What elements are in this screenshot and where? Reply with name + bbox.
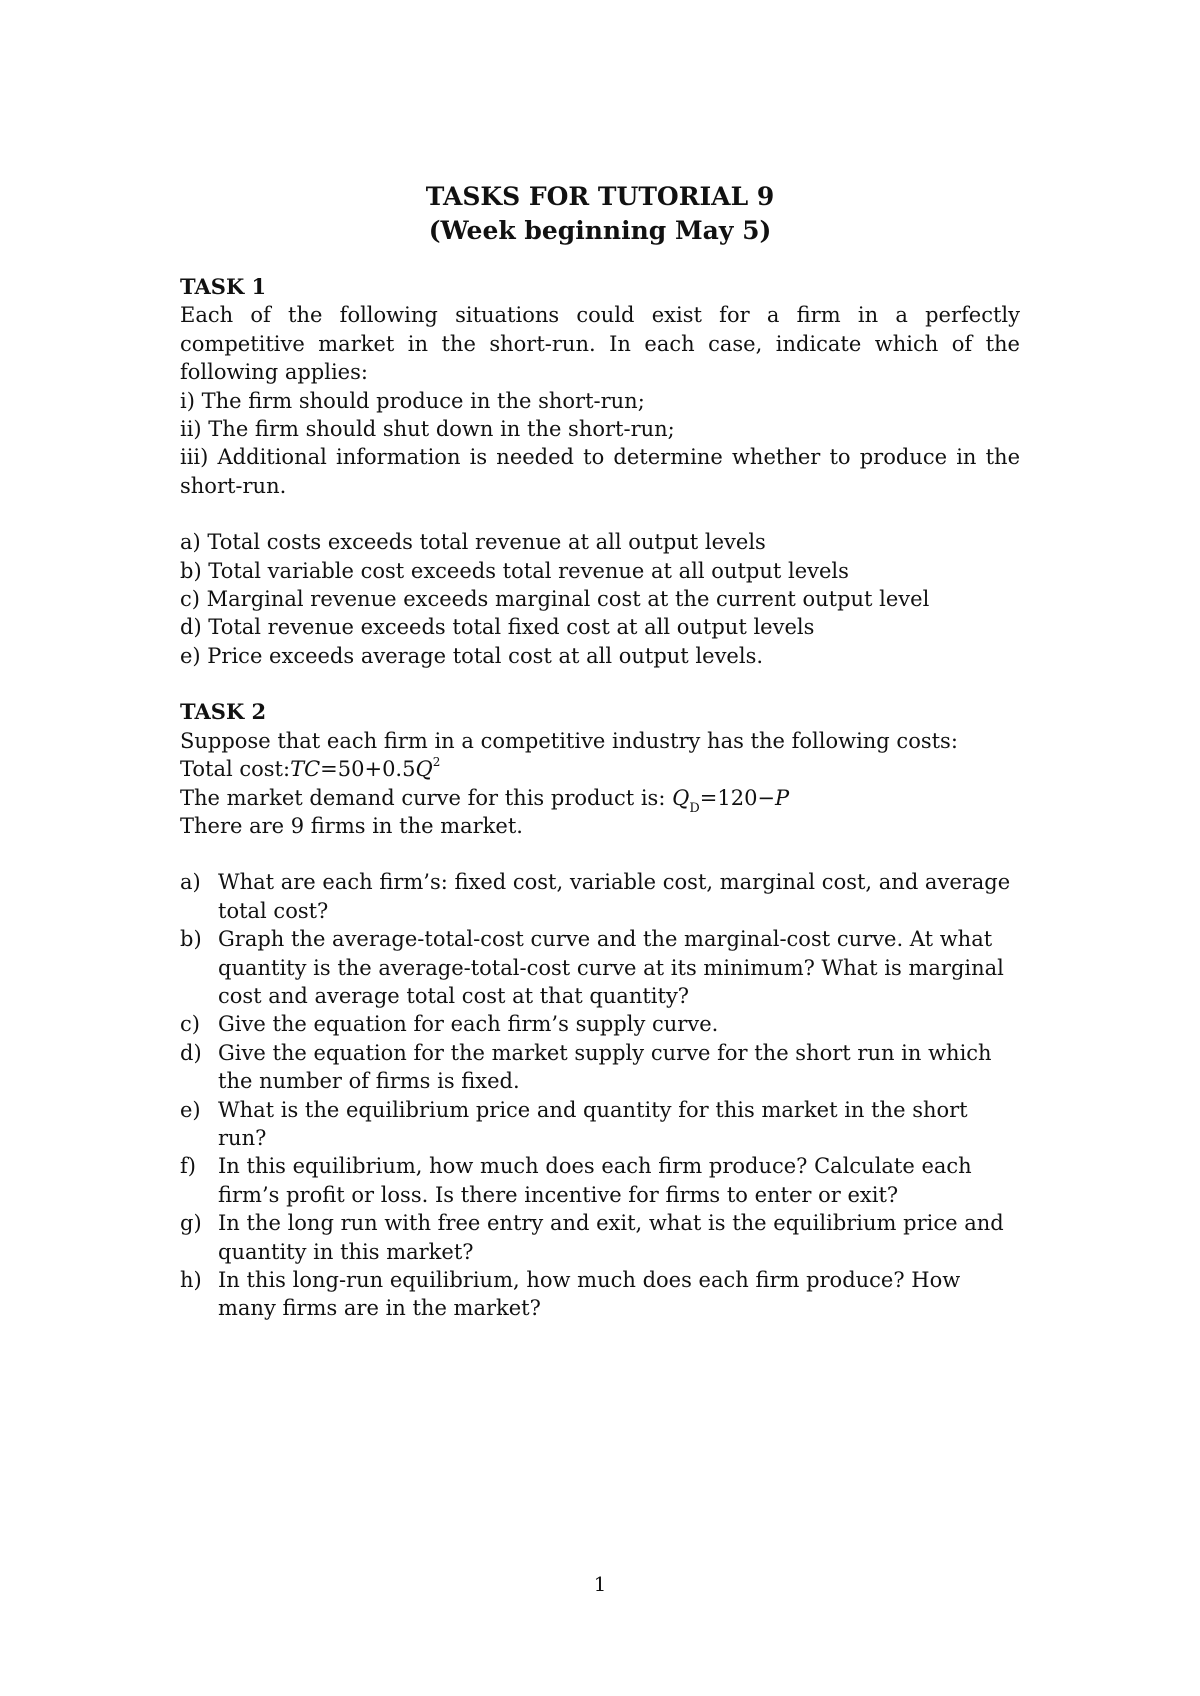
question-text: What is the equilibrium price and quantity for this market in the short run? bbox=[218, 1097, 968, 1150]
list-item bbox=[180, 1039, 1020, 1096]
question-text: In this equilibrium, how much does each firm produce? Calculate each firm’s profit or loss. Is there incentive for firms to enter or exit? bbox=[218, 1154, 972, 1207]
list-item bbox=[180, 868, 1020, 925]
p-symbol: P bbox=[775, 785, 790, 810]
spacer bbox=[180, 670, 1020, 698]
spacer bbox=[180, 840, 1020, 868]
task1-situation: e) Price exceeds average total cost at all output levels. bbox=[180, 643, 764, 668]
qd-subscript: D bbox=[689, 800, 700, 816]
demand-expression: =120− bbox=[699, 785, 776, 810]
list-item bbox=[180, 1266, 1020, 1323]
question-text: In this long-run equilibrium, how much does each firm produce? How many firms are in the market? bbox=[218, 1268, 961, 1321]
tc-symbol: TC bbox=[290, 757, 321, 782]
task1-situation: a) Total costs exceeds total revenue at all output levels bbox=[180, 530, 766, 555]
question-label: f) bbox=[180, 1154, 196, 1179]
question-label: g) bbox=[180, 1211, 202, 1236]
list-item bbox=[180, 1010, 1020, 1038]
question-text: Give the equation for each firm’s supply curve. bbox=[218, 1012, 719, 1037]
total-cost-formula bbox=[180, 755, 1020, 783]
list-item bbox=[180, 1209, 1020, 1266]
page-title: TASKS FOR TUTORIAL 9 bbox=[425, 182, 775, 211]
question-text: Give the equation for the market supply curve for the short run in which the number of firms is fixed. bbox=[218, 1040, 992, 1094]
qd-symbol: Q bbox=[672, 785, 690, 810]
task1-situation: b) Total variable cost exceeds total revenue at all output levels bbox=[180, 558, 849, 583]
tc-expression: =50+0.5 bbox=[320, 757, 416, 782]
demand-formula bbox=[180, 784, 1020, 816]
task1-option: iii) Additional information is needed to determine whether to produce in the short-run. bbox=[180, 445, 1020, 498]
list-item bbox=[180, 1096, 1020, 1153]
question-label: e) bbox=[180, 1097, 201, 1122]
firms-count-text: There are 9 firms in the market. bbox=[180, 813, 523, 838]
demand-label: The market demand curve for this product is: bbox=[180, 785, 673, 810]
task1-heading: TASK 1 bbox=[180, 274, 267, 299]
task1-situation: c) Marginal revenue exceeds marginal cost at the current output level bbox=[180, 587, 930, 612]
task2-question-list bbox=[180, 868, 1020, 1323]
page-subtitle: (Week beginning May 5) bbox=[428, 216, 772, 245]
task2-intro: Suppose that each firm in a competitive industry has the following costs: bbox=[180, 728, 958, 753]
title-block bbox=[0, 180, 1200, 248]
q-symbol: Q bbox=[415, 757, 433, 782]
task1-situation: d) Total revenue exceeds total fixed cost at all output levels bbox=[180, 615, 815, 640]
question-label: b) bbox=[180, 927, 202, 952]
list-item bbox=[180, 1152, 1020, 1209]
question-label: d) bbox=[180, 1040, 202, 1065]
list-item bbox=[180, 925, 1020, 1010]
question-text: What are each firm’s: fixed cost, variable cost, marginal cost, and average total cost? bbox=[218, 870, 1011, 923]
task1-intro: Each of the following situations could exist for a firm in a perfectly competitive market in the short-run. In each case, indicate which of the following applies: bbox=[180, 303, 1020, 385]
task1-option: ii) The firm should shut down in the short-run; bbox=[180, 417, 675, 442]
total-cost-label: Total cost: bbox=[180, 757, 291, 782]
exponent: 2 bbox=[432, 755, 441, 770]
question-label: h) bbox=[180, 1268, 202, 1292]
question-text: Graph the average-total-cost curve and the marginal-cost curve. At what quantity is the average-total-cost curve at its minimum? What is marginal cost and average total cost at that quantity? bbox=[218, 927, 1004, 1008]
spacer bbox=[180, 500, 1020, 528]
question-label: a) bbox=[180, 870, 201, 895]
task2-heading: TASK 2 bbox=[180, 699, 267, 725]
question-text: In the long run with free entry and exit, what is the equilibrium price and quantity in this market? bbox=[218, 1211, 1004, 1264]
question-label: c) bbox=[180, 1012, 200, 1037]
task1-option: i) The firm should produce in the short-run; bbox=[180, 388, 645, 413]
document-content bbox=[180, 273, 1020, 1323]
page-number: 1 bbox=[593, 1572, 607, 1596]
